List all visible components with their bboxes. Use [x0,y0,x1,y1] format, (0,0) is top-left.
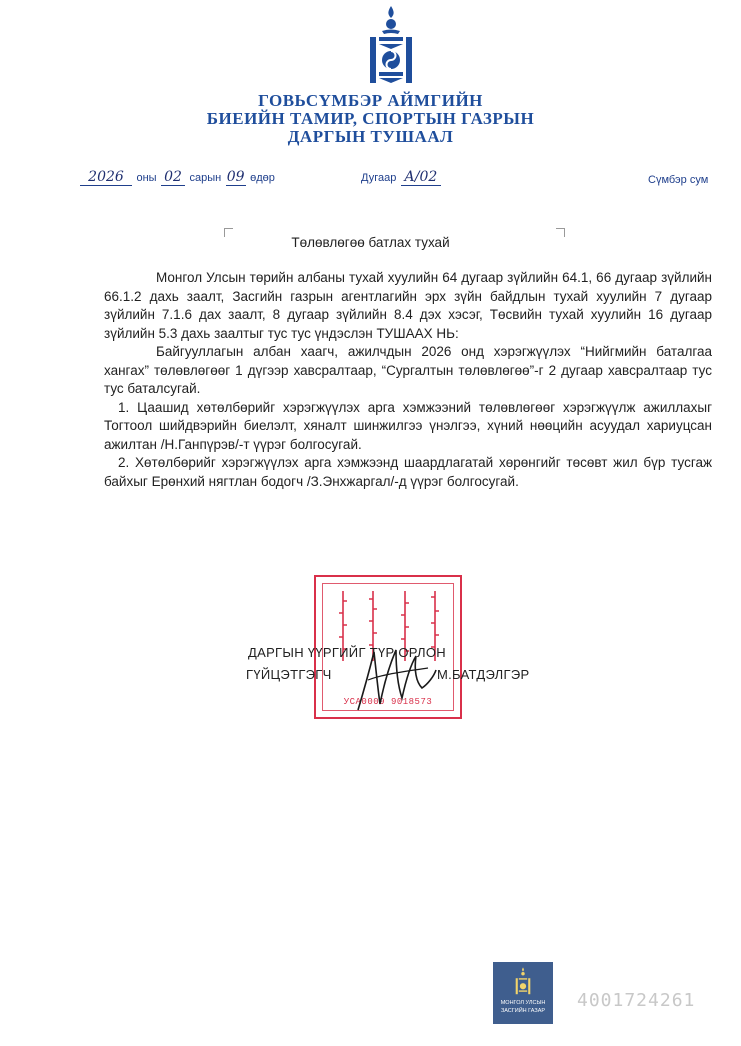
soyombo-emblem-icon [368,4,414,86]
date-year: 2026 [80,169,132,186]
signature-title-line-2: ГҮЙЦЭТГЭГЧ [246,667,332,682]
logo-text-1: МОНГОЛ УЛСЫН [500,1000,546,1006]
number-value: А/02 [401,169,441,186]
stamp-code: УСА0009 9018573 [343,697,433,707]
date-line [80,168,275,186]
document-title: Төлөвлөгөө батлах тухай [291,235,450,250]
body-paragraph-3: 1. Цаашид хөтөлбөрийг хэрэгжүүлэх арга хэмжээний төлөвлөгөөг хэрэгжүүлж ажиллахыг Тогтоол шийдвэрийн биелэлт, хяналт шинжилгээ үнэлгээ, хүний нөөцийн асуудал хариуцсан ажилтан /Н.Ганпүрэв/-т үүрэг болгосугай. [104,399,712,452]
logo-text-2: ЗАСГИЙН ГАЗАР [500,1008,546,1014]
document-serial-number: 4001724261 [577,990,696,1011]
soyombo-small-icon [515,966,531,996]
signatory-name: М.БАТДЭЛГЭР [437,667,530,682]
document-number [361,168,441,186]
handwritten-signature-icon [350,640,440,715]
place: Сүмбэр сум [648,174,709,186]
document-body [104,269,712,491]
date-day-suffix: өдөр [250,172,275,184]
signature-title-line-1: ДАРГЫН ҮҮРГИЙГ ТҮР ОРЛОН [248,645,446,660]
header-line-1: ГОВЬСҮМБЭР АЙМГИЙН [258,91,483,110]
body-paragraph-1: Монгол Улсын төрийн албаны тухай хуулийн 64 дугаар зүйлийн 64.1, 66 дугаар зүйлийн 66.1.2 дахь заалт, Засгийн газрын агентлагийн эрх зүйн байдлын тухай хуулийн 7 дугаар зүйлийн 7.1.6 дах заалт, 8 дугаар зүйлийн 8.4 дэх хэсэг, Төсвийн тухай хуулийн 16 дугаар зүйлийн 5.3 дахь заалтыг тус тус үндэслэн ТУШААХ НЬ: [104,270,712,341]
date-day: 09 [226,169,245,185]
number-label: Дугаар [361,172,397,184]
body-paragraph-2: Байгууллагын албан хаагч, ажилчдын 2026 онд хэрэгжүүлэх “Нийгмийн баталгаа хангах” төлөвлөгөөг 1 дүгээр хавсралтаар, “Сургалтын төлөвлөгөө”-г 2 дугаар хавсралтаар тус тус баталсугай. [104,344,712,396]
government-logo [493,962,553,1024]
header-line-3: ДАРГЫН ТУШААЛ [287,127,454,146]
header-line-2: БИЕИЙН ТАМИР, СПОРТЫН ГАЗРЫН [206,109,535,128]
date-year-suffix: оны [136,172,157,184]
date-month-suffix: сарын [189,172,222,184]
body-paragraph-4: 2. Хөтөлбөрийг хэрэгжүүлэх арга хэмжээнд шаардлагатай хөрөнгийг төсөвт жил бүр тусгаж байхыг Ерөнхий нягтлан бодогч /З.Энхжаргал/-д үүрэг болгосугай. [104,455,712,489]
date-month: 02 [161,169,185,186]
